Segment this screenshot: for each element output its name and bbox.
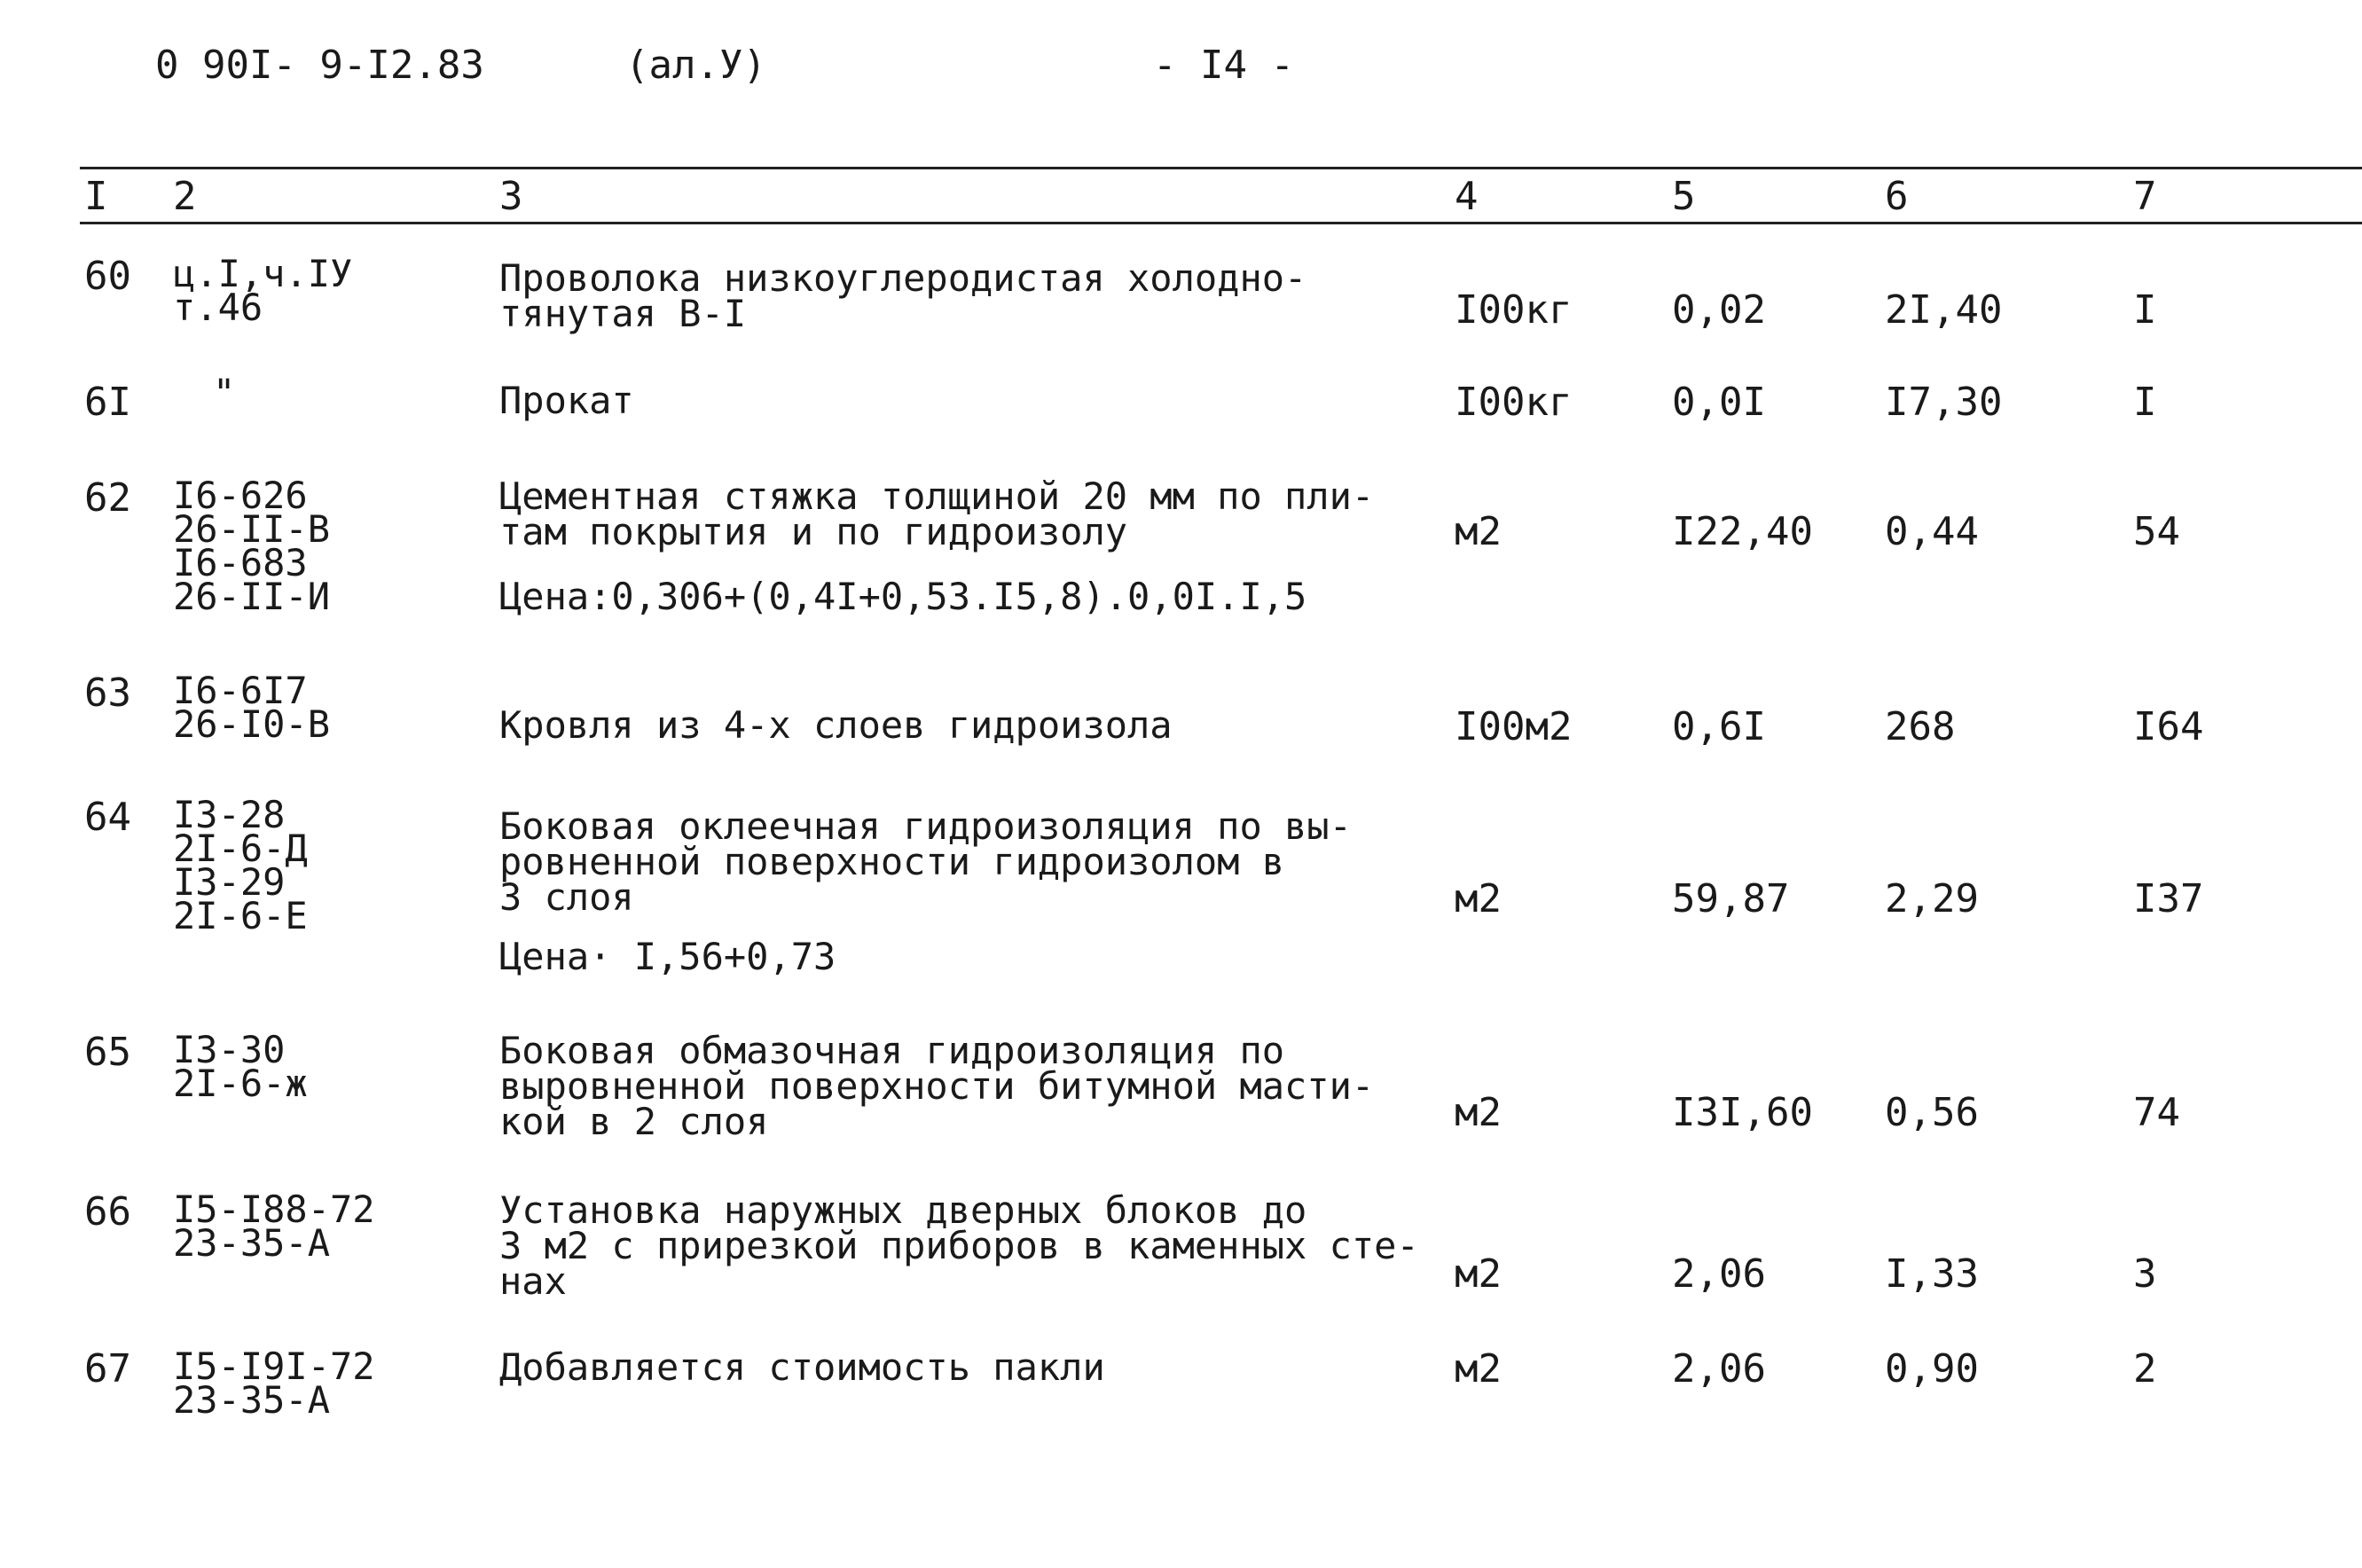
row-unit: м2: [1455, 1346, 1502, 1392]
row-total: 54: [2133, 509, 2180, 554]
row-unit: м2: [1455, 1090, 1502, 1135]
row-code: I6-683: [173, 541, 308, 584]
row-code: 23-35-А: [173, 1378, 331, 1422]
row-quantity: 2,06: [1672, 1251, 1766, 1297]
row-unit-price: 2,29: [1885, 876, 1979, 921]
row-unit: I00кг: [1455, 287, 1573, 333]
row-number: 64: [84, 795, 131, 840]
row-quantity: 0,02: [1672, 287, 1766, 333]
row-number: 63: [84, 670, 131, 716]
description-line: Добавляется стоимость пакли: [499, 1345, 1105, 1389]
table-top-rule: [80, 167, 2362, 169]
row-code: т.46: [173, 286, 263, 329]
description-line: Боковая оклеечная гидроизоляция по вы-: [499, 804, 1352, 848]
row-quantity: 0,6I: [1672, 704, 1766, 749]
row-unit-price: 0,44: [1885, 509, 1979, 554]
description-line: тянутая В-I: [499, 292, 747, 335]
price-formula: Цена:0,306+(0,4I+0,53.I5,8).0,0I.I,5: [499, 575, 1307, 618]
description-line: Установка наружных дверных блоков до: [499, 1188, 1307, 1232]
description-line: 3 м2 с прирезкой приборов в каменных сте-: [499, 1224, 1419, 1267]
row-code: 2I-6-ж: [173, 1062, 308, 1105]
album-label: (ал.У): [625, 43, 766, 88]
row-number: 62: [84, 475, 131, 521]
description-line: Боковая обмазочная гидроизоляция по: [499, 1029, 1285, 1072]
row-unit: I00м2: [1455, 704, 1573, 749]
row-code: I6-626: [173, 474, 308, 517]
row-total: 3: [2133, 1251, 2157, 1297]
row-description: [499, 1029, 1375, 1143]
description-line: выровненной поверхности битумной масти-: [499, 1064, 1375, 1108]
row-quantity: 59,87: [1672, 876, 1790, 921]
row-unit-price: 0,56: [1885, 1090, 1979, 1135]
table-header-rule: [80, 222, 2362, 224]
document-code: 0 90I- 9-I2.83: [155, 43, 484, 88]
row-code: I5-I88-72: [173, 1188, 375, 1231]
description-line: 3 слоя: [499, 875, 634, 919]
row-total: 74: [2133, 1090, 2180, 1135]
column-header-2: 2: [173, 174, 197, 219]
description-line: нах: [499, 1259, 567, 1303]
row-code: I5-I9I-72: [173, 1345, 375, 1388]
row-code: 2I-6-Д: [173, 827, 308, 870]
row-total: I37: [2133, 876, 2204, 921]
description-line: Прокат: [499, 379, 634, 422]
row-description: [499, 703, 1173, 747]
row-code: 26-II-И: [173, 575, 331, 618]
row-unit-price: I7,30: [1885, 380, 2003, 425]
column-header-6: 6: [1885, 174, 1909, 219]
row-codes: [173, 1028, 308, 1105]
description-line: Проволока низкоуглеродистая холодно-: [499, 256, 1307, 300]
row-description: [499, 256, 1307, 335]
row-quantity: I22,40: [1672, 509, 1813, 554]
description-line: ровненной поверхности гидроизолом в: [499, 840, 1285, 883]
row-codes: [173, 474, 331, 618]
row-number: 60: [84, 254, 131, 299]
row-unit: I00кг: [1455, 380, 1573, 425]
column-header-3: 3: [499, 174, 523, 219]
row-codes: [173, 1188, 375, 1265]
description-line: кой в 2 слоя: [499, 1100, 769, 1143]
row-unit-price: 0,90: [1885, 1346, 1979, 1392]
column-header-5: 5: [1672, 174, 1696, 219]
row-description: [499, 1345, 1105, 1389]
row-code: ц.I,ч.IУ: [173, 252, 353, 295]
row-unit-price: 268: [1885, 704, 1956, 749]
row-code: I3-28: [173, 793, 286, 836]
page-number: - I4 -: [1153, 43, 1294, 88]
row-total: I: [2133, 380, 2157, 425]
row-codes: [173, 252, 353, 329]
row-code: ": [213, 371, 236, 414]
row-codes: [173, 793, 308, 937]
row-code: 26-II-В: [173, 507, 331, 551]
row-unit-price: 2I,40: [1885, 287, 2003, 333]
row-total: I: [2133, 287, 2157, 333]
row-code: 26-I0-В: [173, 702, 331, 746]
row-number: 67: [84, 1346, 131, 1392]
row-code: I3-30: [173, 1028, 286, 1071]
row-number: 65: [84, 1030, 131, 1075]
price-formula: Цена· I,56+0,73: [499, 935, 836, 978]
description-line: Кровля из 4-х слоев гидроизола: [499, 703, 1173, 747]
column-header-1: I: [84, 174, 108, 219]
row-total: 2: [2133, 1346, 2157, 1392]
row-code: 2I-6-Е: [173, 894, 308, 937]
description-line: Цементная стяжка толщиной 20 мм по пли-: [499, 474, 1375, 518]
row-unit: м2: [1455, 509, 1502, 554]
row-quantity: I3I,60: [1672, 1090, 1813, 1135]
row-total: I64: [2133, 704, 2204, 749]
row-code: 23-35-А: [173, 1221, 331, 1265]
description-line: там покрытия и по гидроизолу: [499, 510, 1128, 553]
row-codes: [213, 371, 236, 414]
row-description: [499, 379, 634, 422]
row-quantity: 2,06: [1672, 1346, 1766, 1392]
row-unit: м2: [1455, 876, 1502, 921]
row-description: [499, 1188, 1419, 1303]
row-description: [499, 804, 1352, 919]
row-codes: [173, 669, 331, 746]
row-description: [499, 474, 1375, 553]
row-number: 66: [84, 1189, 131, 1235]
row-code: I3-29: [173, 860, 286, 904]
row-quantity: 0,0I: [1672, 380, 1766, 425]
row-unit: м2: [1455, 1251, 1502, 1297]
column-header-4: 4: [1455, 174, 1479, 219]
row-number: 6I: [84, 380, 131, 425]
row-unit-price: I,33: [1885, 1251, 1979, 1297]
column-header-7: 7: [2133, 174, 2157, 219]
row-codes: [173, 1345, 375, 1422]
row-code: I6-6I7: [173, 669, 308, 712]
